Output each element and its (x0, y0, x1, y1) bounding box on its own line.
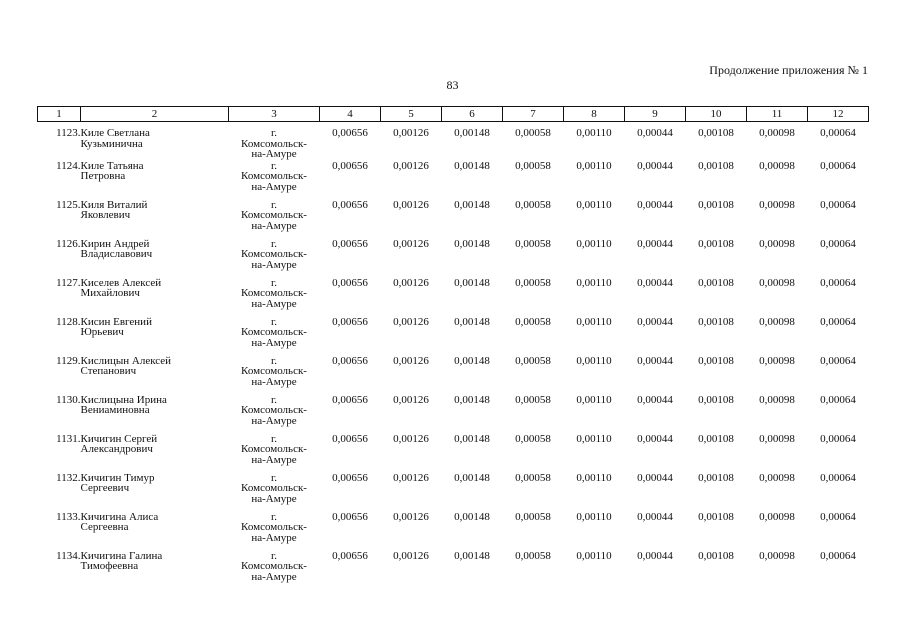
value-col-12: 0,00064 (820, 549, 856, 562)
table-row (38, 122, 869, 161)
person-name (81, 317, 229, 356)
value-col-4: 0,00656 (332, 276, 368, 289)
person-name-line: Кислицын Алексей (80, 354, 172, 367)
table-row (38, 512, 869, 551)
person-name (81, 356, 229, 395)
table-row (38, 551, 869, 590)
value-col-11: 0,00098 (759, 276, 795, 289)
appendix-continuation-note: Продолжение приложения № 1 (709, 63, 868, 77)
column-header-2: 2 (81, 107, 229, 122)
person-name-line: Сергеевич (80, 482, 130, 494)
value-col-12: 0,00064 (820, 510, 856, 523)
value-col-12: 0,00064 (820, 198, 856, 211)
value-col-12: 0,00064 (820, 315, 856, 328)
city-line: на-Амуре (251, 258, 297, 271)
city (229, 239, 320, 278)
person-name-line: Кичигина Галина (80, 549, 163, 562)
person-name-line: Кузьминична (80, 137, 143, 150)
city (229, 551, 320, 590)
column-header-6: 6 (442, 107, 503, 122)
value-col-10: 0,00108 (698, 510, 734, 523)
value-col-6: 0,00148 (454, 471, 490, 484)
value-col-4: 0,00656 (332, 198, 368, 211)
value-col-10: 0,00108 (698, 237, 734, 250)
value-col-4: 0,00656 (332, 471, 368, 484)
value-col-4: 0,00656 (332, 510, 368, 523)
value-col-12: 0,00064 (820, 393, 856, 406)
value-col-8: 0,00110 (576, 276, 612, 289)
value-col-11: 0,00098 (759, 471, 795, 484)
value-col-5: 0,00126 (393, 471, 429, 484)
value-col-4: 0,00656 (332, 237, 368, 250)
city-line: г. (270, 315, 278, 328)
value-col-10: 0,00108 (698, 198, 734, 211)
value-col-8: 0,00110 (576, 315, 612, 328)
value-col-5: 0,00126 (393, 549, 429, 562)
value-col-5: 0,00126 (393, 159, 429, 172)
value-col-6: 0,00148 (454, 510, 490, 523)
row-number: 1125. (56, 198, 81, 211)
city-line: г. (270, 393, 278, 406)
city-line: на-Амуре (251, 531, 297, 544)
value-col-8: 0,00110 (576, 198, 612, 211)
city (229, 434, 320, 473)
value-col-7: 0,00058 (515, 127, 551, 139)
page-number: 83 (446, 78, 459, 92)
person-name-line: Кисин Евгений (80, 315, 152, 328)
person-name-line: Кичигина Алиса (80, 510, 159, 523)
value-col-5: 0,00126 (393, 276, 429, 289)
value-col-7: 0,00058 (515, 237, 551, 250)
city-line: г. (270, 276, 278, 289)
value-col-6: 0,00148 (454, 393, 490, 406)
value-col-10: 0,00108 (698, 393, 734, 406)
city (229, 395, 320, 434)
value-col-11: 0,00098 (759, 159, 795, 172)
value-col-8: 0,00110 (576, 237, 612, 250)
city-line: на-Амуре (251, 375, 297, 388)
table-row (38, 200, 869, 239)
value-col-7: 0,00058 (515, 549, 551, 562)
value-col-4: 0,00656 (332, 549, 368, 562)
value-col-7: 0,00058 (515, 393, 551, 406)
column-header-7: 7 (503, 107, 564, 122)
value-col-11: 0,00098 (759, 393, 795, 406)
value-col-11: 0,00098 (759, 198, 795, 211)
column-header-4: 4 (320, 107, 381, 122)
value-col-4: 0,00656 (332, 159, 368, 172)
city-line: г. (270, 471, 278, 484)
table-row (38, 317, 869, 356)
value-col-5: 0,00126 (393, 510, 429, 523)
person-name-line: Киле Светлана (80, 127, 150, 139)
value-col-6: 0,00148 (454, 198, 490, 211)
person-name (81, 200, 229, 239)
value-col-7: 0,00058 (515, 471, 551, 484)
city-line: г. (270, 432, 278, 445)
value-col-11: 0,00098 (759, 549, 795, 562)
person-name-line: Степанович (80, 365, 137, 377)
person-name (81, 122, 229, 161)
city-line: Комсомольск- (241, 560, 307, 572)
value-col-11: 0,00098 (759, 432, 795, 445)
value-col-8: 0,00110 (576, 471, 612, 484)
table-row (38, 356, 869, 395)
value-col-11: 0,00098 (759, 237, 795, 250)
city-line: г. (270, 198, 278, 211)
value-col-9: 0,00044 (637, 549, 673, 562)
value-col-9: 0,00044 (637, 198, 673, 211)
value-col-11: 0,00098 (759, 510, 795, 523)
column-header-3: 3 (229, 107, 320, 122)
person-name-line: Яковлевич (80, 209, 131, 221)
value-col-11: 0,00098 (759, 315, 795, 328)
city-line: Комсомольск- (241, 137, 307, 150)
column-header-8: 8 (564, 107, 625, 122)
city-line: г. (270, 127, 278, 139)
person-name (81, 239, 229, 278)
value-col-7: 0,00058 (515, 432, 551, 445)
row-number: 1133. (56, 510, 81, 523)
row-number: 1132. (56, 471, 81, 484)
row-number: 1124. (56, 159, 81, 172)
city-line: Комсомольск- (241, 326, 307, 338)
city-line: г. (270, 510, 278, 523)
value-col-5: 0,00126 (393, 432, 429, 445)
value-col-9: 0,00044 (637, 432, 673, 445)
value-col-12: 0,00064 (820, 159, 856, 172)
value-col-9: 0,00044 (637, 471, 673, 484)
row-number: 1131. (56, 432, 81, 445)
row-number: 1130. (56, 393, 81, 406)
person-name-line: Вениаминовна (80, 404, 150, 416)
person-name-line: Юрьевич (80, 326, 124, 338)
person-name-line: Кичигин Тимур (80, 471, 155, 484)
row-number: 1134. (56, 549, 81, 562)
value-col-6: 0,00148 (454, 237, 490, 250)
city (229, 278, 320, 317)
city (229, 122, 320, 161)
city-line: Комсомольск- (241, 287, 307, 299)
person-name-line: Сергеевна (80, 521, 129, 533)
value-col-5: 0,00126 (393, 354, 429, 367)
value-col-4: 0,00656 (332, 354, 368, 367)
table-body (38, 122, 869, 590)
column-header-12: 12 (808, 107, 869, 122)
column-header-11: 11 (747, 107, 808, 122)
city-line: Комсомольск- (241, 170, 307, 182)
value-col-4: 0,00656 (332, 432, 368, 445)
city-line: г. (270, 549, 278, 562)
city (229, 317, 320, 356)
city-line: на-Амуре (251, 219, 297, 232)
city-line: Комсомольск- (241, 365, 307, 377)
row-number: 1127. (56, 276, 81, 289)
value-col-10: 0,00108 (698, 354, 734, 367)
value-col-6: 0,00148 (454, 315, 490, 328)
person-name-line: Александрович (80, 443, 153, 455)
value-col-12: 0,00064 (820, 354, 856, 367)
value-col-9: 0,00044 (637, 237, 673, 250)
table-row (38, 278, 869, 317)
row-number: 1128. (56, 315, 81, 328)
person-name-line: Киселев Алексей (80, 276, 162, 289)
city-line: Комсомольск- (241, 521, 307, 533)
table-row (38, 239, 869, 278)
table-row (38, 434, 869, 473)
value-col-4: 0,00656 (332, 315, 368, 328)
value-col-9: 0,00044 (637, 127, 673, 139)
person-name-line: Киле Татьяна (80, 159, 144, 172)
person-name (81, 395, 229, 434)
city-line: Комсомольск- (241, 443, 307, 455)
person-name (81, 278, 229, 317)
city (229, 356, 320, 395)
person-name-line: Михайлович (80, 287, 140, 299)
city-line: на-Амуре (251, 492, 297, 505)
value-col-10: 0,00108 (698, 471, 734, 484)
city-line: на-Амуре (251, 180, 297, 193)
city (229, 161, 320, 200)
value-col-4: 0,00656 (332, 127, 368, 139)
city-line: г. (270, 159, 278, 172)
value-col-9: 0,00044 (637, 354, 673, 367)
city-line: г. (270, 354, 278, 367)
value-col-10: 0,00108 (698, 159, 734, 172)
city-line: на-Амуре (251, 414, 297, 427)
value-col-12: 0,00064 (820, 127, 856, 139)
value-col-8: 0,00110 (576, 510, 612, 523)
person-name (81, 161, 229, 200)
value-col-5: 0,00126 (393, 393, 429, 406)
value-col-11: 0,00098 (759, 354, 795, 367)
value-col-6: 0,00148 (454, 127, 490, 139)
person-name-line: Киля Виталий (80, 198, 148, 211)
value-col-5: 0,00126 (393, 198, 429, 211)
column-header-5: 5 (381, 107, 442, 122)
value-col-12: 0,00064 (820, 471, 856, 484)
value-col-8: 0,00110 (576, 432, 612, 445)
city-line: на-Амуре (251, 336, 297, 349)
person-name-line: Тимофеевна (80, 560, 139, 572)
register-table (37, 106, 869, 590)
value-col-8: 0,00110 (576, 127, 612, 139)
city-line: Комсомольск- (241, 248, 307, 260)
value-col-10: 0,00108 (698, 276, 734, 289)
value-col-6: 0,00148 (454, 354, 490, 367)
value-col-8: 0,00110 (576, 159, 612, 172)
value-col-8: 0,00110 (576, 549, 612, 562)
value-col-7: 0,00058 (515, 354, 551, 367)
table-row (38, 473, 869, 512)
value-col-7: 0,00058 (515, 510, 551, 523)
city (229, 200, 320, 239)
value-col-10: 0,00108 (698, 315, 734, 328)
city-line: на-Амуре (251, 453, 297, 466)
value-col-7: 0,00058 (515, 198, 551, 211)
city (229, 512, 320, 551)
city-line: Комсомольск- (241, 404, 307, 416)
value-col-5: 0,00126 (393, 315, 429, 328)
value-col-12: 0,00064 (820, 276, 856, 289)
city-line: на-Амуре (251, 297, 297, 310)
value-col-6: 0,00148 (454, 276, 490, 289)
value-col-12: 0,00064 (820, 432, 856, 445)
person-name-line: Кирин Андрей (80, 237, 150, 250)
value-col-9: 0,00044 (637, 159, 673, 172)
person-name (81, 512, 229, 551)
column-header-10: 10 (686, 107, 747, 122)
value-col-7: 0,00058 (515, 159, 551, 172)
table-row (38, 395, 869, 434)
value-col-9: 0,00044 (637, 393, 673, 406)
person-name (81, 473, 229, 512)
value-col-9: 0,00044 (637, 315, 673, 328)
table-header-row (38, 107, 869, 122)
value-col-6: 0,00148 (454, 159, 490, 172)
person-name-line: Владиславович (80, 248, 153, 260)
value-col-4: 0,00656 (332, 393, 368, 406)
value-col-10: 0,00108 (698, 127, 734, 139)
value-col-5: 0,00126 (393, 127, 429, 139)
person-name-line: Кислицына Ирина (80, 393, 167, 406)
value-col-9: 0,00044 (637, 510, 673, 523)
value-col-8: 0,00110 (576, 354, 612, 367)
value-col-5: 0,00126 (393, 237, 429, 250)
value-col-8: 0,00110 (576, 393, 612, 406)
row-number: 1123. (56, 127, 81, 139)
value-col-11: 0,00098 (759, 127, 795, 139)
city-line: на-Амуре (251, 570, 297, 583)
city-line: г. (270, 237, 278, 250)
person-name (81, 434, 229, 473)
person-name (81, 551, 229, 590)
row-number: 1129. (56, 354, 81, 367)
person-name-line: Кичигин Сергей (80, 432, 158, 445)
value-col-9: 0,00044 (637, 276, 673, 289)
table-row (38, 161, 869, 200)
city (229, 473, 320, 512)
city-line: Комсомольск- (241, 482, 307, 494)
value-col-10: 0,00108 (698, 549, 734, 562)
row-number: 1126. (56, 237, 81, 250)
value-col-12: 0,00064 (820, 237, 856, 250)
value-col-7: 0,00058 (515, 276, 551, 289)
value-col-7: 0,00058 (515, 315, 551, 328)
value-col-6: 0,00148 (454, 549, 490, 562)
city-line: Комсомольск- (241, 209, 307, 221)
column-header-9: 9 (625, 107, 686, 122)
person-name-line: Петровна (80, 170, 126, 182)
column-header-1: 1 (38, 107, 81, 122)
value-col-10: 0,00108 (698, 432, 734, 445)
city-line: на-Амуре (251, 148, 297, 160)
value-col-6: 0,00148 (454, 432, 490, 445)
